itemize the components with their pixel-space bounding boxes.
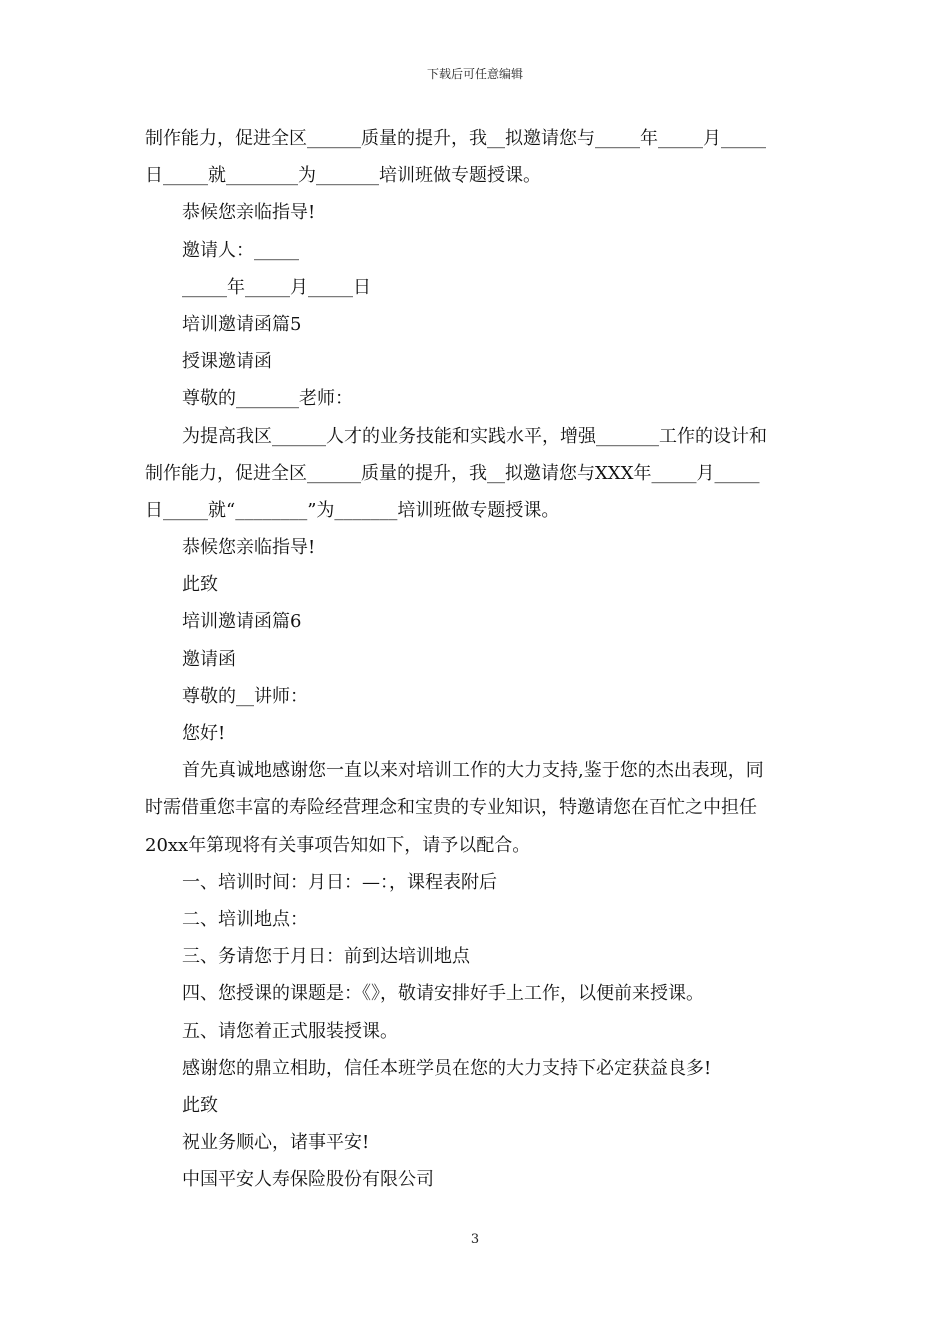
inviter-line: 邀请人：_____: [182, 239, 299, 261]
date-line: _____年_____月_____日: [182, 276, 371, 298]
greeting-line: 您好!: [182, 723, 226, 744]
paragraph-line: 日_____就________为_______培训班做专题授课。: [145, 165, 541, 187]
section-heading: 培训邀请函篇6: [182, 611, 302, 633]
salutation: 尊敬的__讲师：: [182, 685, 308, 707]
document-body: [145, 120, 807, 1198]
list-item: 三、务请您于月日：前到达培训地点: [182, 946, 470, 968]
paragraph-line: 恭候您亲临指导!: [182, 537, 316, 559]
page-number: 3: [470, 1232, 480, 1247]
paragraph-line: 时需借重您丰富的寿险经营理念和宝贵的专业知识，特邀请您在百忙之中担任: [145, 797, 757, 819]
section-heading: 培训邀请函篇5: [182, 313, 302, 335]
paragraph-line: [145, 120, 807, 157]
paragraph-line: 为提高我区______人才的业务技能和实践水平，增强_______工作的设计和: [182, 425, 767, 447]
paragraph-line: 首先真诚地感谢您一直以来对培训工作的大力支持,鉴于您的杰出表现，同: [182, 760, 764, 782]
line-text: 制作能力，促进全区______质量的提升，我__拟邀请您与_____年_____月_____: [145, 128, 766, 149]
paragraph-line: 制作能力，促进全区______质量的提升，我__拟邀请您与XXX年_____月_____: [145, 462, 760, 484]
salutation: 尊敬的_______老师：: [182, 388, 353, 410]
paragraph-line: 感谢您的鼎立相助，信任本班学员在您的大力支持下必定获益良多!: [182, 1057, 712, 1079]
paragraph-line: 日_____就“________”为_______培训班做专题授课。: [145, 499, 560, 521]
signature-company: 中国平安人寿保险股份有限公司: [182, 1169, 434, 1191]
list-item: 二、培训地点：: [182, 908, 308, 930]
paragraph-line: 20xx年第现将有关事项告知如下，请予以配合。: [145, 834, 531, 856]
paragraph-line: 恭候您亲临指导!: [182, 202, 316, 224]
letter-title: 授课邀请函: [182, 351, 272, 373]
page-header-note: 下载后可任意编辑: [426, 67, 523, 81]
list-item: 四、您授课的课题是：《》，敬请安排好手上工作，以便前来授课。: [182, 983, 704, 1005]
list-item: 一、培训时间：月日：—：，课程表附后: [182, 871, 497, 893]
list-item: 五、请您着正式服装授课。: [182, 1020, 398, 1042]
closing-line: 此致: [182, 1094, 218, 1116]
letter-title: 邀请函: [182, 648, 236, 670]
closing-line: 祝业务顺心，诸事平安!: [182, 1132, 370, 1154]
closing-line: 此致: [182, 574, 218, 596]
